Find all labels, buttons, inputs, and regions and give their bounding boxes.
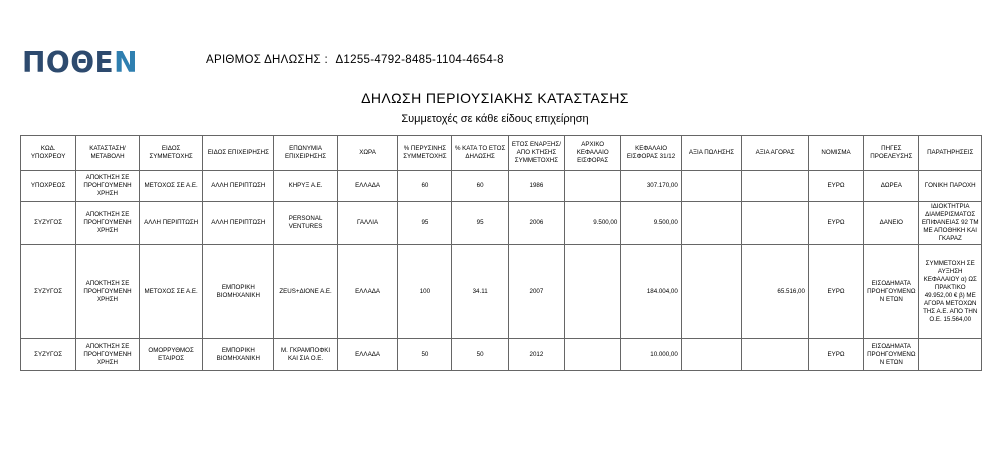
- table-cell: ΓΑΛΛΙΑ: [337, 202, 397, 245]
- table-cell: 95: [398, 202, 452, 245]
- table-cell: 9.500,00: [621, 202, 681, 245]
- table-cell: ΑΠΟΚΤΗΣΗ ΣΕ ΠΡΟΗΓΟΥΜΕΝΗ ΧΡΗΣΗ: [76, 202, 140, 245]
- table-cell: ΜΕΤΟΧΟΣ ΣΕ Α.Ε.: [139, 171, 203, 202]
- table-cell: ΑΛΛΗ ΠΕΡΙΠΤΩΣΗ: [203, 202, 274, 245]
- table-cell: ΕΛΛΑΔΑ: [337, 339, 397, 371]
- table-cell: ΣΥΖΥΓΟΣ: [21, 245, 76, 339]
- table-cell: ΕΛΛΑΔΑ: [337, 245, 397, 339]
- column-header: ΠΑΡΑΤΗΡΗΣΕΙΣ: [919, 136, 982, 171]
- column-header: ΚΩΔ. ΥΠΟΧΡΕΟΥ: [21, 136, 76, 171]
- declaration-number-line: [206, 54, 504, 66]
- holdings-table: [20, 135, 982, 371]
- table-cell: 184.004,00: [621, 245, 681, 339]
- table-cell: ΣΥΖΥΓΟΣ: [21, 339, 76, 371]
- table-cell: ΑΠΟΚΤΗΣΗ ΣΕ ΠΡΟΗΓΟΥΜΕΝΗ ΧΡΗΣΗ: [76, 339, 140, 371]
- table-cell: 60: [398, 171, 452, 202]
- table-cell: ΑΛΛΗ ΠΕΡΙΠΤΩΣΗ: [203, 171, 274, 202]
- page-title: ΔΗΛΩΣΗ ΠΕΡΙΟΥΣΙΑΚΗΣ ΚΑΤΑΣΤΑΣΗΣ: [361, 90, 629, 106]
- column-header: ΝΟΜΙΣΜΑ: [808, 136, 863, 171]
- table-cell: ΑΛΛΗ ΠΕΡΙΠΤΩΣΗ: [139, 202, 203, 245]
- table-cell: ZEUS+ΔΙΟΝΕ Α.Ε.: [274, 245, 338, 339]
- table-cell: ΔΩΡΕΑ: [864, 171, 919, 202]
- table-cell: 9.500,00: [565, 202, 621, 245]
- table-row: [21, 171, 982, 202]
- table-cell: [742, 339, 809, 371]
- table-cell: Μ. ΓΚΡΑΜΠΟΦΚΙ ΚΑΙ ΣΙΑ Ο.Ε.: [274, 339, 338, 371]
- table-cell: ΜΕΤΟΧΟΣ ΣΕ Α.Ε.: [139, 245, 203, 339]
- column-header: ΚΑΤΑΣΤΑΣΗ/ ΜΕΤΑΒΟΛΗ: [76, 136, 140, 171]
- table-cell: ΚΗΡΥΞ Α.Ε.: [274, 171, 338, 202]
- column-header: ΧΩΡΑ: [337, 136, 397, 171]
- table-cell: PERSONAL VENTURES: [274, 202, 338, 245]
- column-header: ΑΡΧΙΚΟ ΚΕΦΑΛΑΙΟ ΕΙΣΦΟΡΑΣ: [565, 136, 621, 171]
- table-row: [21, 202, 982, 245]
- table-cell: 1986: [508, 171, 564, 202]
- table-cell: 65.516,00: [742, 245, 809, 339]
- table-cell: 100: [398, 245, 452, 339]
- logo-text-last: Ν: [114, 46, 139, 79]
- table-cell: 34.11: [452, 245, 508, 339]
- table-header-row: [21, 136, 982, 171]
- table-cell: 2007: [508, 245, 564, 339]
- table-cell: ΣΥΖΥΓΟΣ: [21, 202, 76, 245]
- pothen-logo: [22, 45, 138, 81]
- table-cell: 50: [452, 339, 508, 371]
- table-cell: 60: [452, 171, 508, 202]
- table-cell: ΑΠΟΚΤΗΣΗ ΣΕ ΠΡΟΗΓΟΥΜΕΝΗ ΧΡΗΣΗ: [76, 245, 140, 339]
- table-cell: ΕΙΣΟΔΗΜΑΤΑ ΠΡΟΗΓΟΥΜΕΝΩ Ν ΕΤΩΝ: [864, 245, 919, 339]
- page-subtitle: Συμμετοχές σε κάθε είδους επιχείρηση: [401, 113, 589, 125]
- column-header: ΕΤΟΣ ΕΝΑΡΞΗΣ/ΑΠΟ ΚΤΗΣΗΣ ΣΥΜΜΕΤΟΧΗΣ: [508, 136, 564, 171]
- table-cell: [565, 339, 621, 371]
- table-cell: ΣΥΜΜΕΤΟΧΗ ΣΕ ΑΥΞΗΣΗ ΚΕΦΑΛΑΙΟΥ α) ΩΣ ΠΡΑΚΤΙΚΟ 49.952,00 € β) ΜΕ ΑΓΟΡΑ ΜΕΤΟΧΩΝ ΤΗΣ Α.Ε. ΑΠΟ ΤΗΝ Ο.Ε. 15.564,00: [919, 245, 982, 339]
- table-cell: ΓΟΝΙΚΗ ΠΑΡΟΧΗ: [919, 171, 982, 202]
- table-cell: [565, 171, 621, 202]
- table-cell: [681, 171, 741, 202]
- column-header: ΠΗΓΕΣ ΠΡΟΕΛΕΥΣΗΣ: [864, 136, 919, 171]
- table-cell: ΕΛΛΑΔΑ: [337, 171, 397, 202]
- table-cell: [742, 202, 809, 245]
- table-cell: ΙΔΙΟΚΤΗΤΡΙΑ ΔΙΑΜΕΡΙΣΜΑΤΟΣ ΕΠΙΦΑΝΕΙΑΣ 92 ΤΜ ΜΕ ΑΠΟΘΗΚΗ ΚΑΙ ΓΚΑΡΑΖ: [919, 202, 982, 245]
- column-header: ΑΞΙΑ ΠΩΛΗΣΗΣ: [681, 136, 741, 171]
- table-cell: [681, 339, 741, 371]
- table-cell: ΕΥΡΩ: [808, 171, 863, 202]
- column-header: ΕΙΔΟΣ ΣΥΜΜΕΤΟΧΗΣ: [139, 136, 203, 171]
- table-cell: ΕΜΠΟΡΙΚΗ ΒΙΟΜΗΧΑΝΙΚΗ: [203, 339, 274, 371]
- column-header: % ΚΑΤΑ ΤΟ ΕΤΟΣ ΔΗΛΩΣΗΣ: [452, 136, 508, 171]
- table-cell: 10.000,00: [621, 339, 681, 371]
- table-cell: ΕΜΠΟΡΙΚΗ ΒΙΟΜΗΧΑΝΙΚΗ: [203, 245, 274, 339]
- table-cell: ΔΑΝΕΙΟ: [864, 202, 919, 245]
- column-header: ΑΞΙΑ ΑΓΟΡΑΣ: [742, 136, 809, 171]
- column-header: ΕΠΩΝΥΜΙΑ ΕΠΙΧΕΙΡΗΣΗΣ: [274, 136, 338, 171]
- declaration-number: Δ1255-4792-8485-1104-4654-8: [335, 54, 504, 66]
- table-cell: [681, 245, 741, 339]
- table-cell: 50: [398, 339, 452, 371]
- table-cell: [742, 171, 809, 202]
- table-cell: ΑΠΟΚΤΗΣΗ ΣΕ ΠΡΟΗΓΟΥΜΕΝΗ ΧΡΗΣΗ: [76, 171, 140, 202]
- table-cell: ΥΠΟΧΡΕΟΣ: [21, 171, 76, 202]
- table-row: [21, 339, 982, 371]
- table-cell: ΕΥΡΩ: [808, 245, 863, 339]
- column-header: ΚΕΦΑΛΑΙΟ ΕΙΣΦΟΡΑΣ 31/12: [621, 136, 681, 171]
- logo-text: ΠΟΘΕ: [22, 46, 115, 79]
- table-cell: ΕΥΡΩ: [808, 339, 863, 371]
- table-cell: 2006: [508, 202, 564, 245]
- table-cell: ΟΜΟΡΡΥΘΜΟΣ ΕΤΑΙΡΟΣ: [139, 339, 203, 371]
- column-header: % ΠΕΡΥΣΙΝΗΣ ΣΥΜΜΕΤΟΧΗΣ: [398, 136, 452, 171]
- table-cell: [919, 339, 982, 371]
- table-cell: [681, 202, 741, 245]
- table-cell: ΕΙΣΟΔΗΜΑΤΑ ΠΡΟΗΓΟΥΜΕΝΩ Ν ΕΤΩΝ: [864, 339, 919, 371]
- table-cell: 307.170,00: [621, 171, 681, 202]
- table-cell: [565, 245, 621, 339]
- table-cell: 2012: [508, 339, 564, 371]
- declaration-label: ΑΡΙΘΜΟΣ ΔΗΛΩΣΗΣ :: [206, 54, 328, 66]
- column-header: ΕΙΔΟΣ ΕΠΙΧΕΙΡΗΣΗΣ: [203, 136, 274, 171]
- table-row: [21, 245, 982, 339]
- table-cell: 95: [452, 202, 508, 245]
- table-cell: ΕΥΡΩ: [808, 202, 863, 245]
